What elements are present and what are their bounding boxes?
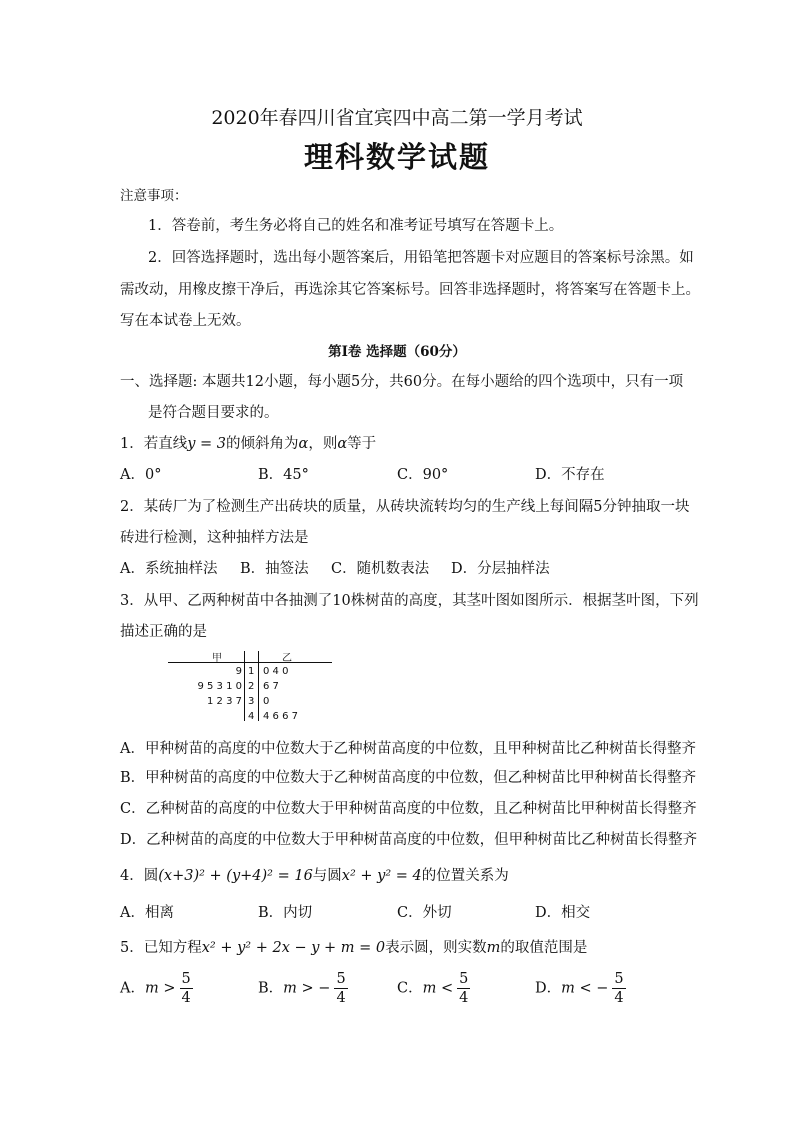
section-intro-line-2: 是符合题目要求的。 bbox=[148, 405, 279, 421]
stem-leaf-plot bbox=[168, 650, 334, 722]
stem-leaf-row-1-stem: 1 bbox=[248, 666, 255, 677]
question-3-line-1: 3．从甲、乙两种树苗中各抽测了10株树苗的高度，其茎叶图如图所示．根据茎叶图，下列 bbox=[120, 593, 699, 609]
question-5-option-b: B．m > − $\frac{5}{4}$ bbox=[258, 971, 346, 1006]
stem-leaf-row-2-stem: 2 bbox=[248, 681, 255, 692]
question-4-stem: 4．圆(x+3)² + (y+4)² = 16与圆x² + y² = 4的位置关系为 bbox=[120, 868, 509, 884]
notes-item-2-line-1: 2．回答选择题时，选出每小题答案后，用铅笔把答题卡对应题目的答案标号涂黑。如 bbox=[148, 250, 694, 266]
question-4-option-b: B．内切 bbox=[258, 905, 313, 921]
question-2-line-2: 砖进行检测，这种抽样方法是 bbox=[120, 530, 309, 546]
stem-leaf-left-rule bbox=[244, 651, 245, 721]
question-4-option-d: D．相交 bbox=[535, 905, 591, 921]
question-3-line-2: 描述正确的是 bbox=[120, 624, 207, 640]
exam-title: 2020年春四川省宜宾四中高二第一学月考试 bbox=[211, 107, 583, 129]
stem-leaf-header-rule bbox=[168, 662, 332, 663]
question-1-option-b: B．45° bbox=[258, 467, 309, 483]
stem-leaf-right-header: 乙 bbox=[282, 653, 292, 664]
question-2-line-1: 2．某砖厂为了检测生产出砖块的质量，从砖块流转均匀的生产线上每间隔5分钟抽取一块 bbox=[120, 499, 690, 515]
fraction: $\frac{5}{4}$ bbox=[459, 971, 469, 1006]
fraction: $\frac{5}{4}$ bbox=[614, 971, 624, 1006]
question-1-option-c: C．90° bbox=[397, 467, 449, 483]
question-2-option-a: A．系统抽样法 bbox=[120, 561, 218, 577]
section-heading: 第Ⅰ卷 选择题（60分） bbox=[328, 344, 466, 360]
question-5-option-c: C．m < $\frac{5}{4}$ bbox=[397, 971, 469, 1006]
math-circle-equation-1: (x+3)² + (y+4)² = 16 bbox=[158, 868, 313, 884]
question-2-option-b: B．抽签法 bbox=[240, 561, 309, 577]
question-3-option-b: B．甲种树苗的高度的中位数大于乙种树苗高度的中位数，但乙种树苗比甲种树苗长得整齐 bbox=[120, 770, 697, 786]
notes-item-2-line-3: 写在本试卷上无效。 bbox=[120, 313, 251, 329]
stem-leaf-row-1-right: 0 4 0 bbox=[263, 666, 289, 677]
stem-leaf-row-4-right: 4 6 6 7 bbox=[263, 711, 298, 722]
question-4-option-a: A．相离 bbox=[120, 905, 174, 921]
question-5-option-a: A．m > $\frac{5}{4}$ bbox=[120, 971, 191, 1006]
question-5-stem: 5．已知方程x² + y² + 2x − y + m = 0表示圆，则实数m的取值范围是 bbox=[120, 940, 588, 956]
stem-leaf-row-4-stem: 4 bbox=[248, 711, 255, 722]
notes-heading: 注意事项： bbox=[120, 188, 188, 204]
question-3-option-d: D．乙种树苗的高度的中位数大于甲种树苗高度的中位数，但甲种树苗比乙种树苗长得整齐 bbox=[120, 832, 698, 848]
fraction: $\frac{5}{4}$ bbox=[181, 971, 191, 1006]
math-equation: x² + y² + 2x − y + m = 0 bbox=[201, 940, 386, 956]
stem-leaf-row-1-left: 9 bbox=[235, 666, 242, 677]
section-intro-line-1: 一、选择题: 本题共12小题，每小题5分，共60分。在每小题给的四个选项中，只有一项 bbox=[120, 374, 684, 390]
notes-item-2-line-2: 需改动，用橡皮擦干净后，再选涂其它答案标号。回答非选择题时，将答案写在答题卡上。 bbox=[120, 282, 700, 298]
stem-leaf-row-2-left: 9 5 3 1 0 bbox=[197, 681, 242, 692]
stem-leaf-row-2-right: 6 7 bbox=[263, 681, 279, 692]
math-y-eq-3: y = 3 bbox=[187, 436, 227, 452]
notes-item-1: 1．答卷前，考生务必将自己的姓名和准考证号填写在答题卡上。 bbox=[148, 218, 564, 234]
question-1-option-a: A．0° bbox=[120, 467, 162, 483]
question-3-option-a: A．甲种树苗的高度的中位数大于乙种树苗高度的中位数，且甲种树苗比乙种树苗长得整齐 bbox=[120, 741, 696, 757]
question-4-option-c: C．外切 bbox=[397, 905, 452, 921]
stem-leaf-row-3-right: 0 bbox=[263, 696, 270, 707]
question-5-option-d: D．m < − $\frac{5}{4}$ bbox=[535, 971, 624, 1006]
fraction: $\frac{5}{4}$ bbox=[336, 971, 346, 1006]
subject-title: 理科数学试题 bbox=[303, 140, 490, 174]
question-1-option-d: D．不存在 bbox=[535, 467, 605, 483]
stem-leaf-row-3-stem: 3 bbox=[248, 696, 255, 707]
stem-leaf-left-header: 甲 bbox=[212, 653, 222, 664]
stem-leaf-row-3-left: 1 2 3 7 bbox=[207, 696, 242, 707]
question-2-option-d: D．分层抽样法 bbox=[451, 561, 550, 577]
question-2-option-c: C．随机数表法 bbox=[331, 561, 430, 577]
question-1-stem: 1．若直线y = 3的倾斜角为α，则α等于 bbox=[120, 436, 377, 452]
question-3-option-c: C．乙种树苗的高度的中位数大于甲种树苗高度的中位数，且乙种树苗比甲种树苗长得整齐 bbox=[120, 801, 697, 817]
math-circle-equation-2: x² + y² = 4 bbox=[341, 868, 422, 884]
stem-leaf-right-rule bbox=[258, 651, 259, 721]
